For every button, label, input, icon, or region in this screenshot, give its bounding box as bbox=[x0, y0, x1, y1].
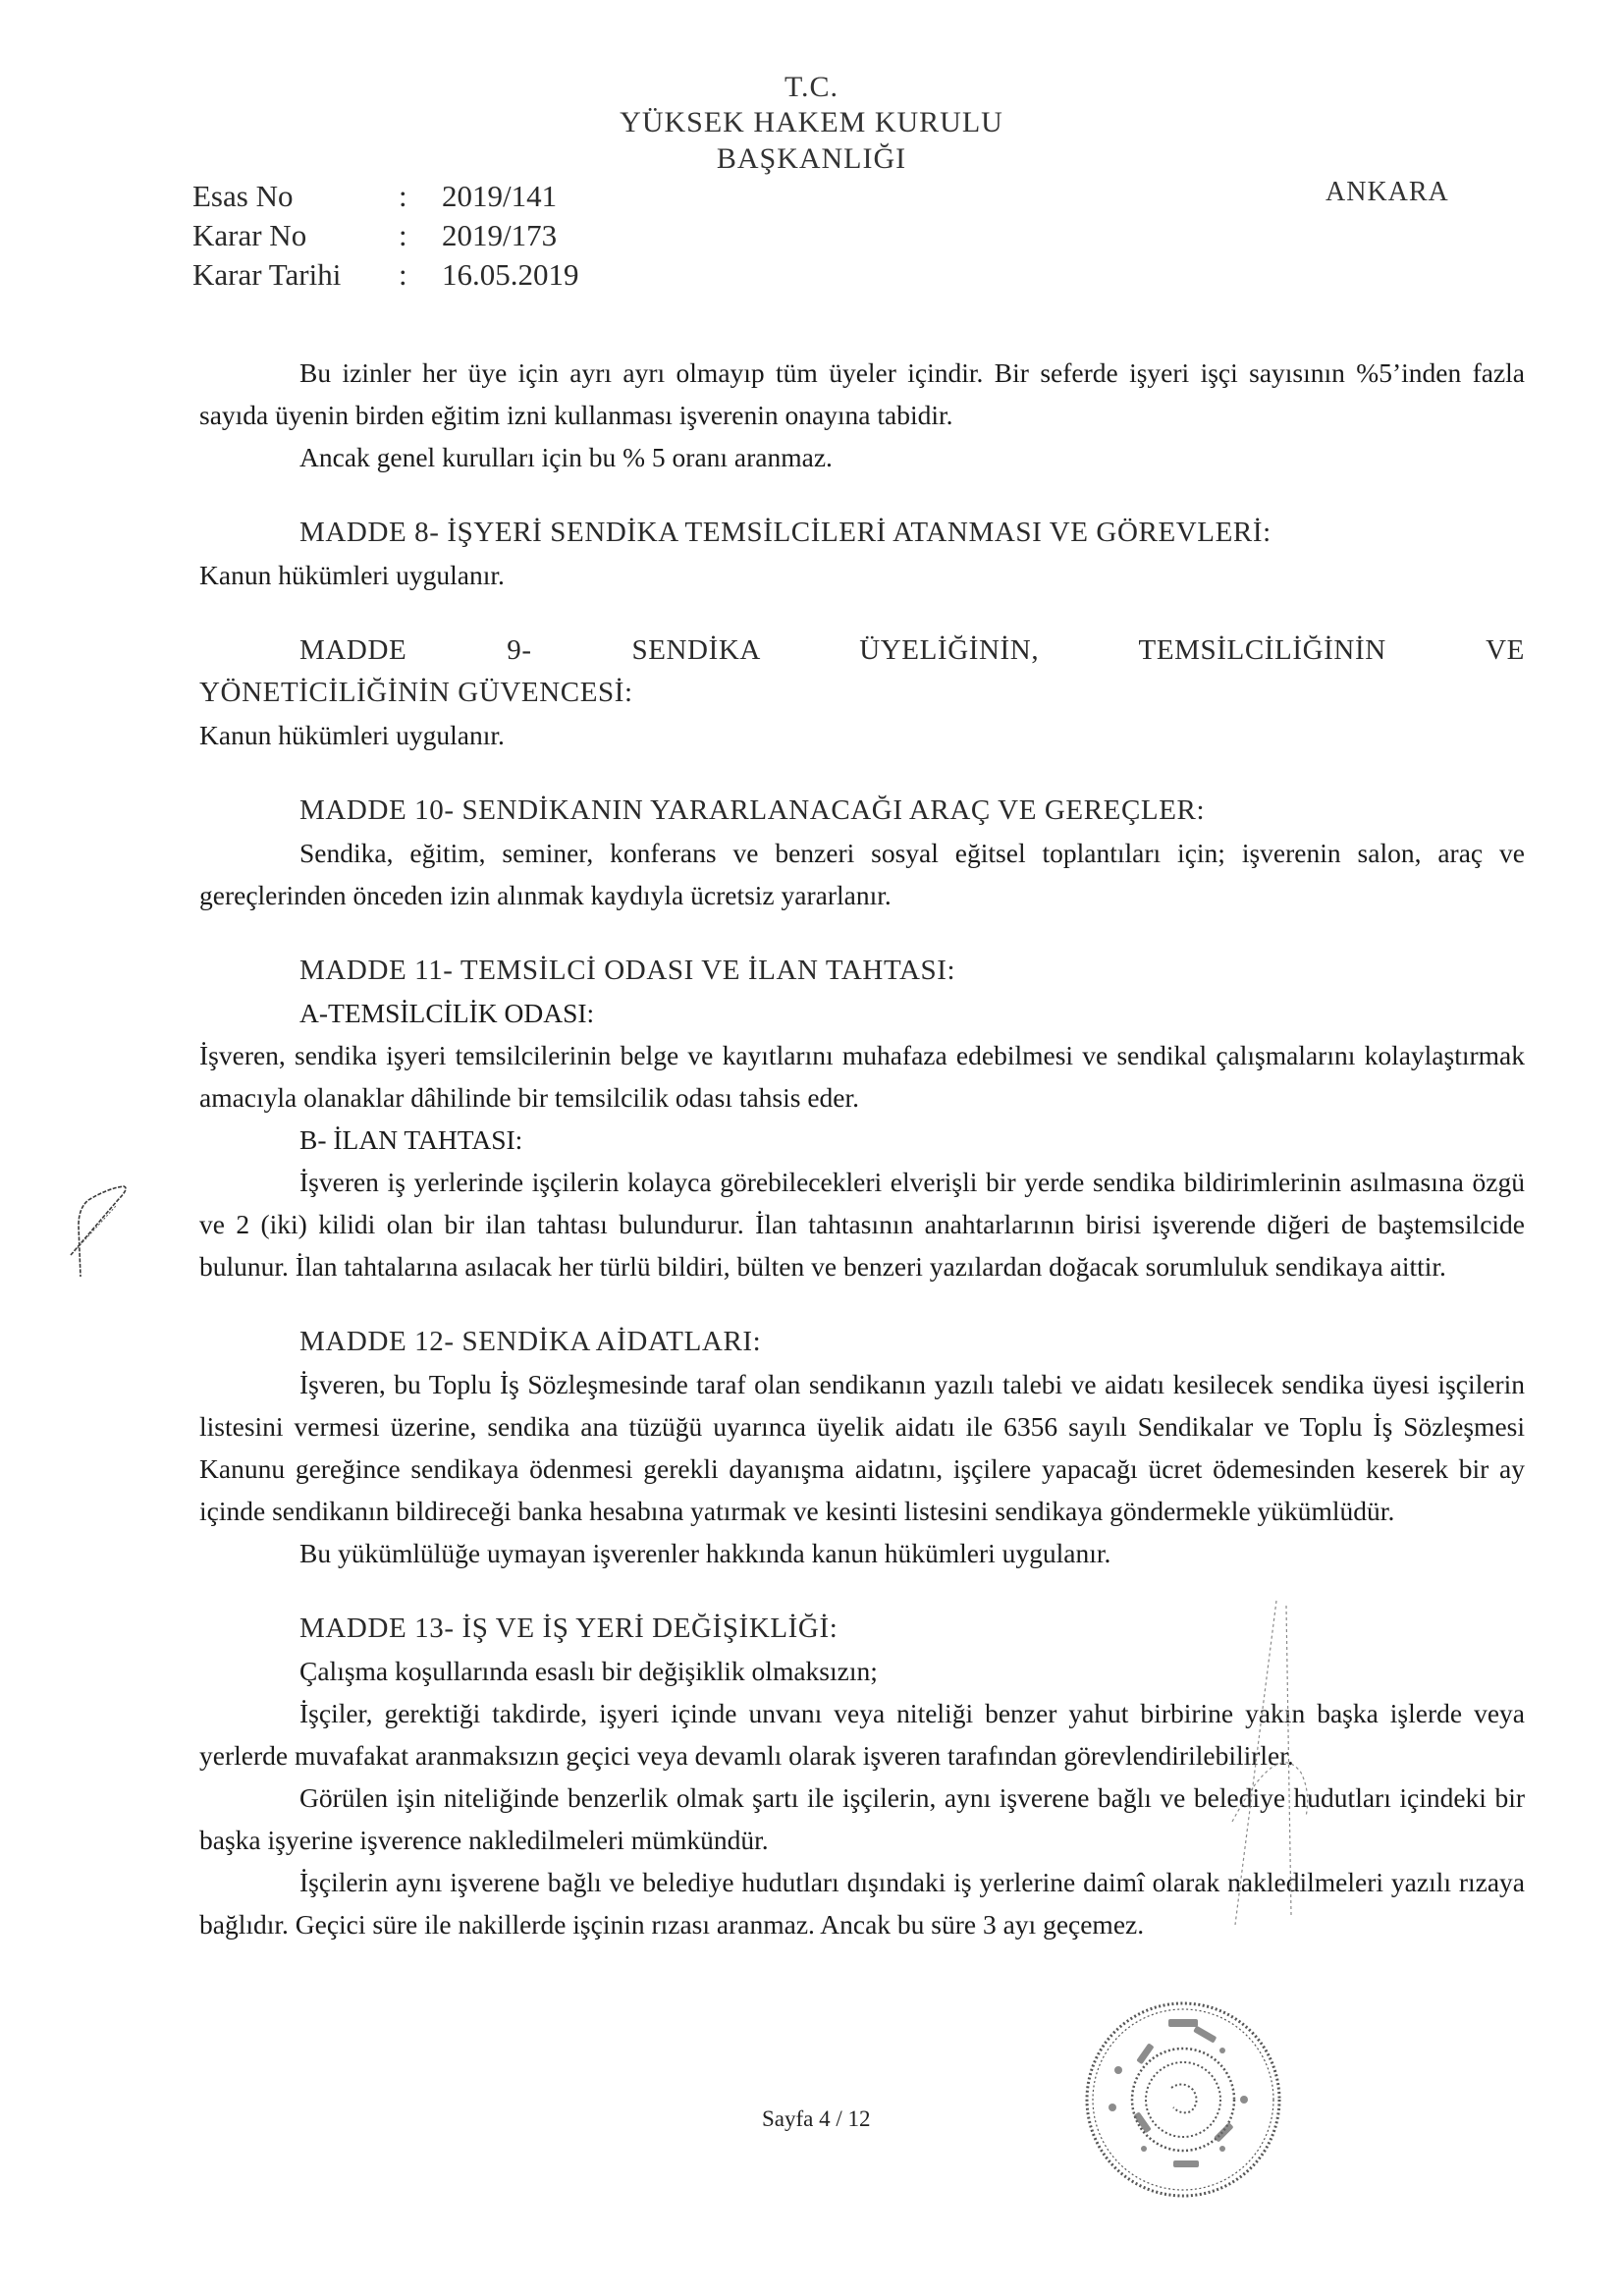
header-institution: YÜKSEK HAKEM KURULU bbox=[620, 106, 1003, 138]
meta-separator: : bbox=[399, 257, 407, 292]
meta-esas-no bbox=[192, 179, 557, 214]
header-presidency: BAŞKANLIĞI bbox=[716, 142, 907, 175]
intro-paragraph-1: Bu izinler her üye için ayrı ayrı olmayıp tüm üyeler içindir. Bir seferde işyeri işçi sayısının %5’inden fazla sayıda üyenin birden eğitim izni kullanması işverenin onayına tabidir. bbox=[199, 357, 1525, 430]
article-10-title: MADDE 10- SENDİKANIN YARARLANACAĞI ARAÇ VE GEREÇLER: bbox=[299, 794, 1206, 826]
article-11-subheading-b: B- İLAN TAHTASI: bbox=[299, 1124, 523, 1155]
meta-label: Esas No bbox=[192, 179, 294, 213]
official-seal-icon bbox=[1075, 1992, 1291, 2208]
intro-paragraph-2: Ancak genel kurulları için bu % 5 oranı aranmaz. bbox=[299, 442, 833, 472]
header-tc: T.C. bbox=[784, 71, 839, 103]
article-13-text-1: Çalışma koşullarında esaslı bir değişiklik olmaksızın; bbox=[299, 1656, 878, 1686]
header-city: ANKARA bbox=[1325, 177, 1449, 207]
meta-separator: : bbox=[399, 218, 407, 252]
meta-label: Karar Tarihi bbox=[192, 257, 342, 292]
article-9-title-line1: MADDE 9- SENDİKA ÜYELİĞİNİN, TEMSİLCİLİĞİNİN VE bbox=[299, 634, 1525, 666]
meta-karar-no bbox=[192, 218, 557, 253]
article-12-title: MADDE 12- SENDİKA AİDATLARI: bbox=[299, 1326, 762, 1357]
article-11-text-a: İşveren, sendika işyeri temsilcilerinin belge ve kayıtlarını muhafaza edebilmesi ve sendikal çalışmalarını kolaylaştırmak amacıyla olanaklar dâhilinde bir temsilcilik odası tahsis eder. bbox=[199, 1040, 1525, 1113]
article-13-text-4: İşçilerin aynı işverene bağlı ve belediye hudutları dışındaki iş yerlerine daimî olarak nakledilmeleri yazılı rızaya bağlıdır. Geçici süre ile nakillerde işçinin rızası aranmaz. Ancak bu süre 3 ayı geçemez. bbox=[199, 1867, 1525, 1940]
handwritten-mark-icon bbox=[1217, 1591, 1355, 1944]
meta-karar-tarihi bbox=[192, 257, 579, 293]
meta-separator: : bbox=[399, 179, 407, 213]
article-11-text-b: İşveren iş yerlerinde işçilerin kolayca görebilecekleri elverişli bir yerde sendika bildirimlerinin asılmasına özgü ve 2 (iki) kilidi olan bir ilan tahtası bulundurur. İlan tahtasının anahtarlarının birisi işverende diğeri de baştemsilcide bulunur. İlan tahtalarına asılacak her türlü bildiri, bülten ve benzeri yazılardan doğacak sorumluluk sendikaya aittir. bbox=[199, 1167, 1525, 1282]
meta-value: 2019/141 bbox=[442, 179, 558, 213]
article-9-title-line2: YÖNETİCİLİĞİNİN GÜVENCESİ: bbox=[199, 677, 633, 708]
page-number: Sayfa 4 / 12 bbox=[762, 2106, 871, 2131]
article-12-text-2: Bu yükümlülüğe uymayan işverenler hakkında kanun hükümleri uygulanır. bbox=[299, 1538, 1111, 1568]
article-10-text: Sendika, eğitim, seminer, konferans ve benzeri sosyal eğitsel toplantıları için; işverenin salon, araç ve gereçlerinden önceden izin alınmak kaydıyla ücretsiz yararlanır. bbox=[199, 838, 1525, 910]
article-8-text: Kanun hükümleri uygulanır. bbox=[199, 560, 505, 590]
signature-icon bbox=[59, 1178, 147, 1286]
article-11-subheading-a: A-TEMSİLCİLİK ODASI: bbox=[299, 998, 595, 1028]
article-13-text-3: Görülen işin niteliğinde benzerlik olmak şartı ile işçilerin, aynı işverene bağlı ve belediye hudutları içindeki bir başka işyerine işverence nakledilmeleri mümkündür. bbox=[199, 1782, 1525, 1855]
meta-value: 2019/173 bbox=[442, 218, 558, 252]
article-11-title: MADDE 11- TEMSİLCİ ODASI VE İLAN TAHTASI: bbox=[299, 955, 956, 986]
article-12-text-1: İşveren, bu Toplu İş Sözleşmesinde taraf olan sendikanın yazılı talebi ve aidatı kesilecek sendika üyesi işçilerin listesini vermesi üzerine, sendika ana tüzüğü uyarınca üyelik aidatı ile 6356 sayılı Sendikalar ve Toplu İş Sözleşmesi Kanunu gereğince sendikaya ödenmesi gerekli dayanışma aidatını, işçilere yapacağı ücret ödemesinden keserek bir ay içinde sendikanın bildireceği banka hesabına yatırmak ve kesinti listesini sendikaya göndermekle yükümlüdür. bbox=[199, 1369, 1525, 1526]
article-13-title: MADDE 13- İŞ VE İŞ YERİ DEĞİŞİKLİĞİ: bbox=[299, 1613, 839, 1644]
article-9-text: Kanun hükümleri uygulanır. bbox=[199, 720, 505, 750]
article-8-title: MADDE 8- İŞYERİ SENDİKA TEMSİLCİLERİ ATANMASI VE GÖREVLERİ: bbox=[299, 517, 1271, 548]
meta-label: Karar No bbox=[192, 218, 307, 252]
meta-value: 16.05.2019 bbox=[442, 257, 579, 292]
article-13-text-2: İşçiler, gerektiği takdirde, işyeri içinde unvanı veya niteliği benzer yahut birbirine yakın başka işlerde veya yerlerde muvafakat aranmaksızın geçici veya devamlı olarak işveren tarafından görevlendirilebilirler. bbox=[199, 1698, 1525, 1771]
